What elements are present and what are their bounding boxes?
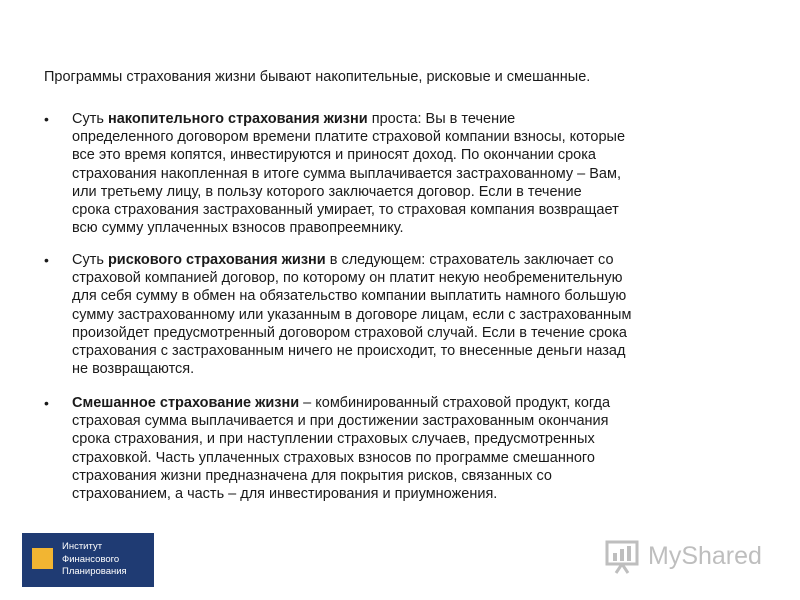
bullet-line <box>72 394 610 412</box>
bullet-line <box>72 110 625 128</box>
logo-line: Финансового <box>62 553 120 565</box>
logo-line: Институт <box>62 541 103 552</box>
line-suffix: в следующем: страхователь заключает со <box>325 252 614 268</box>
bullet-line: страхования жизни предназначена для покрытия рисков, связанных со <box>72 467 552 484</box>
bullet-line: страхования с застрахованным ничего не происходит, то внесенные деньги назад <box>72 343 626 360</box>
bullet-line: страхованием, а часть – для инвестирования и приумножения. <box>72 486 498 503</box>
bullet-dot: • <box>44 252 49 268</box>
institute-logo <box>22 533 154 587</box>
intro-text: Программы страхования жизни бывают накопительные, рисковые и смешанные. <box>44 69 591 85</box>
line-suffix: – комбинированный страховой продукт, когда <box>299 395 611 411</box>
logo-text <box>62 541 127 579</box>
bullet-dot: • <box>44 395 49 411</box>
bullet-line: срока страхования застрахованный умирает, то страховая компания возвращает <box>72 202 619 219</box>
line-suffix: проста: Вы в течение <box>367 111 516 127</box>
watermark-text: MyShared <box>648 542 762 570</box>
bold-term: накопительного страхования жизни <box>107 111 368 127</box>
bullet-line <box>72 251 631 269</box>
bullet-line: страховая сумма выплачивается и при достижении застрахованным окончания <box>72 413 609 430</box>
bullet-line: сумму застрахованному или указанным в договоре лицам, если с застрахованным <box>72 306 632 323</box>
myshared-watermark <box>604 536 774 576</box>
line-prefix: Суть <box>72 111 108 127</box>
bold-term: рискового страхования жизни <box>107 252 326 268</box>
bullet-text <box>72 110 625 237</box>
line-prefix: Суть <box>72 252 108 268</box>
bullet-line: произойдет предусмотренный договором страховой случай. Если в течение срока <box>72 324 627 341</box>
bullet-dot: • <box>44 111 49 127</box>
bold-term: Смешанное страхование жизни <box>72 395 300 411</box>
bullet-line: страховкой. Часть уплаченных страховых взносов по программе смешанного <box>72 449 595 466</box>
bullet-line: страхования накопленная в итоге сумма выплачивается застрахованному – Вам, <box>72 165 621 182</box>
bullet-line: или третьему лицу, в пользу которого заключается договор. Если в течение <box>72 183 582 200</box>
bullet-line: срока страхования, и при наступлении страховых случаев, предусмотренных <box>72 431 595 448</box>
logo-line: Планирования <box>62 566 127 577</box>
bullet-line: определенного договором времени платите страховой компании взносы, которые <box>72 129 626 146</box>
bullet-line: для себя сумму в обмен на обязательство компании выплатить намного большую <box>72 288 627 305</box>
logo-square-icon <box>32 548 53 569</box>
bullet-line: не возвращаются. <box>72 361 195 378</box>
bullet-line: всю сумму уплаченных взносов правопреемнику. <box>72 220 404 237</box>
bullet-line: страховой компанией договор, по которому он платит некую необременительную <box>72 270 623 287</box>
bullet-text <box>72 251 631 378</box>
bullet-line: все это время копятся, инвестируются и приносят доход. По окончании срока <box>72 147 596 164</box>
bullet-text <box>72 394 610 503</box>
presentation-board-icon <box>604 536 644 576</box>
